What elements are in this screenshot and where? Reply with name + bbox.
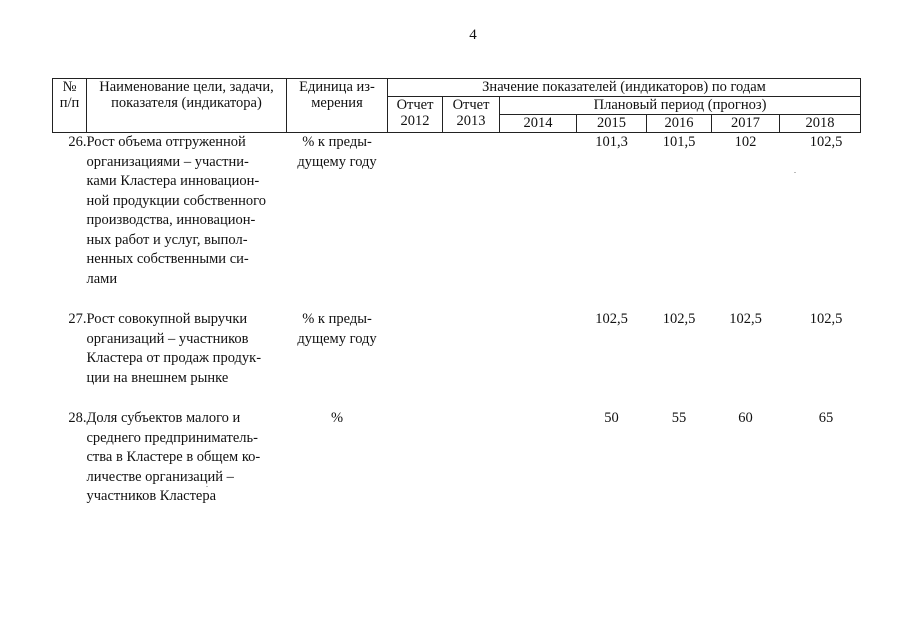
indicator-value [443,133,500,290]
unit-line: % к преды- [302,311,372,327]
indicator-value: 101,5 [662,134,696,150]
indicator-value: 55 [671,410,687,426]
indicator-value: 102,5 [729,311,762,327]
indicators-table [52,78,861,507]
indicator-name-line: Рост объема отгруженной [86,134,246,150]
header-report-2012: Отчет 2012 [388,97,443,133]
header-plan-group: Плановый период (прогноз) [500,97,861,115]
scan-speck [206,486,208,487]
indicator-value: 50 [604,410,619,426]
header-year: 2014 [500,115,577,133]
indicator-value: 102,5 [809,134,843,150]
indicator-name-line: производства, инновацион- [86,212,256,228]
page-number: 4 [469,27,477,43]
indicator-name-line: организаций – участников [86,330,249,347]
indicator-value: 102,5 [809,311,843,327]
indicator-value: 102,5 [662,311,696,327]
indicator-value: 60 [738,410,753,426]
indicator-name-line: ненных собственными си- [86,251,249,267]
table-row [53,388,861,507]
indicator-name [87,289,287,388]
indicator-name-line: участников Кластера [86,488,217,504]
indicator-value: 102,5 [595,311,628,327]
header-values-group: Значение показателей (индикаторов) по годам [388,79,861,97]
unit-of-measure [287,289,388,388]
unit-line: % к преды- [302,134,372,150]
table-row [53,133,861,290]
row-number: 26. [68,134,87,150]
row-number: 28. [68,410,87,426]
indicator-name-line: личестве организаций – [86,468,234,485]
indicator-name-line: Доля субъектов малого и [86,410,241,426]
unit-of-measure [287,133,388,290]
indicator-name-line: ками Кластера инновацион- [86,173,260,189]
indicator-name-line: ных работ и услуг, выпол- [86,231,248,248]
indicator-value [388,289,443,388]
indicator-name-line: организациями – участни- [86,153,249,170]
header-unit: Единица из-мерения [287,79,388,133]
indicator-value [500,133,577,290]
indicator-value: 102 [734,134,757,150]
indicator-name-line: ной продукции собственного [86,192,266,209]
indicator-value [500,388,577,507]
indicator-value [388,133,443,290]
indicator-name-line: среднего предприниматель- [86,429,258,446]
header-year: 2015 [577,115,647,133]
indicator-name [87,133,287,290]
indicator-name-line: Кластера от продаж продук- [86,350,262,366]
scan-speck [794,172,796,173]
header-report-2013: Отчет 2013 [443,97,500,133]
indicator-value: 65 [818,410,834,426]
indicator-value [443,289,500,388]
unit-line: дущему году [297,330,377,347]
row-number: 27. [68,311,87,327]
unit-line: % [330,410,344,426]
table-row [53,289,861,388]
unit-line: дущему году [297,153,377,170]
indicator-name [87,388,287,507]
indicator-name-line: ции на внешнем рынке [86,369,229,386]
header-year: 2018 [780,115,861,133]
indicator-name-line: Рост совокупной выручки [86,311,248,327]
indicator-value [443,388,500,507]
indicator-name-line: лами [86,270,118,287]
header-year: 2016 [647,115,712,133]
indicator-name-line: ства в Кластере в общем ко- [86,449,261,465]
unit-of-measure [287,388,388,507]
indicator-value: 101,3 [595,134,628,150]
header-name: Наименование цели, задачи, показателя (индикатора) [87,79,287,133]
header-year: 2017 [712,115,780,133]
header-num: № п/п [53,79,87,133]
indicator-value [500,289,577,388]
indicator-value [388,388,443,507]
